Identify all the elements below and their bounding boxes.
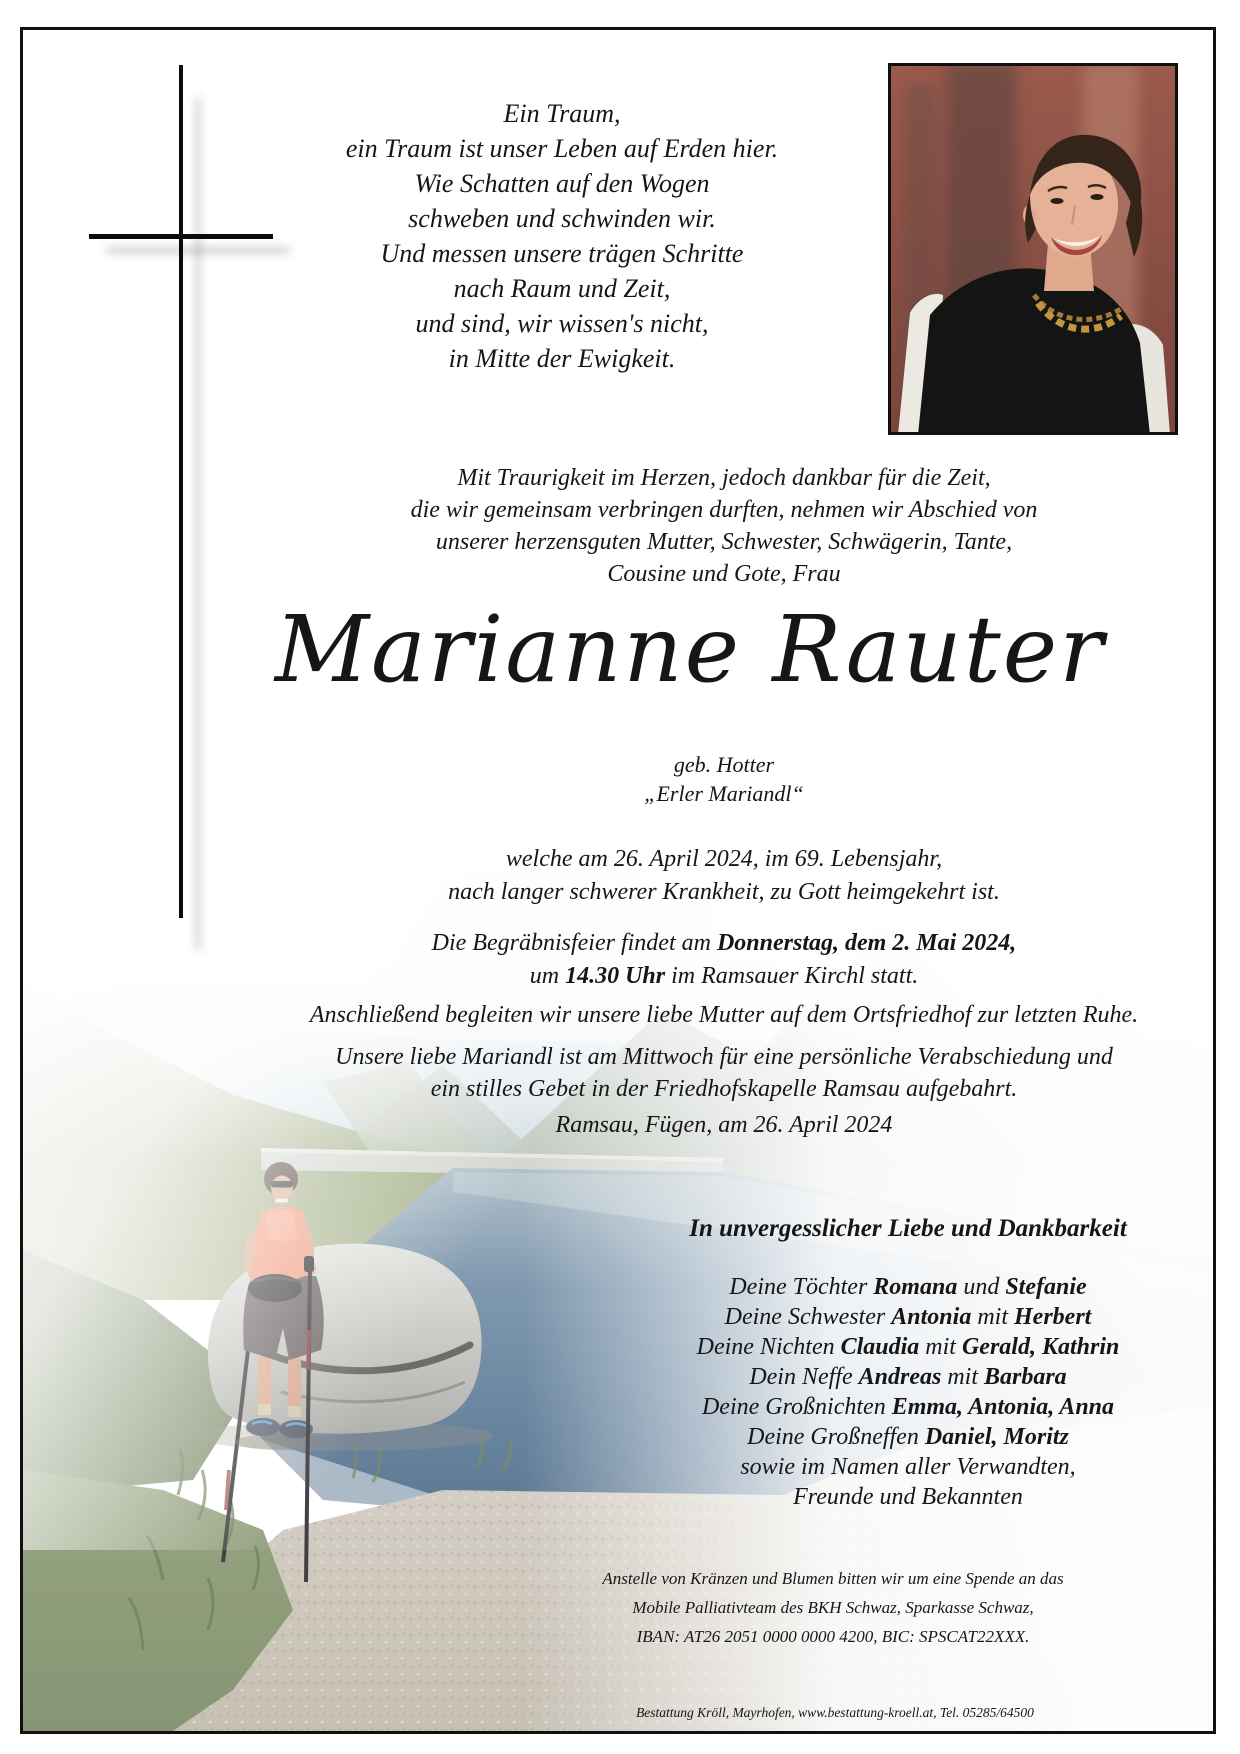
poem-line: und sind, wir wissen's nicht, xyxy=(415,309,709,338)
poem-line: Und messen unsere trägen Schritte xyxy=(380,239,744,268)
poem-line: schweben und schwinden wir. xyxy=(408,204,716,233)
mourner-line: sowie im Namen aller Verwandten, xyxy=(740,1454,1076,1480)
funeral-details xyxy=(224,927,1224,993)
poem-line: Ein Traum, xyxy=(503,99,621,128)
tribute-heading: In unvergesslicher Liebe und Dankbarkeit xyxy=(689,1215,1127,1242)
procession-text: Anschließend begleiten wir unsere liebe Mutter auf dem Ortsfriedhof zur letzten Ruhe. xyxy=(309,1002,1139,1028)
mourner-line: Freunde und Bekannten xyxy=(793,1484,1023,1510)
mourner-line: Deine Großnichten Emma, Antonia, Anna xyxy=(701,1394,1115,1420)
intro-line: Cousine und Gote, Frau xyxy=(607,561,841,587)
intro-line: unserer herzensguten Mutter, Schwester, Schwägerin, Tante, xyxy=(435,529,1013,555)
mourner-line: Deine Töchter Romana und Stefanie xyxy=(729,1274,1087,1300)
mourner-line: Deine Großneffen Daniel, Moritz xyxy=(747,1424,1069,1450)
mourner-line: Deine Nichten Claudia mit Gerald, Kathrin xyxy=(696,1334,1120,1360)
mourners-list xyxy=(608,1272,1208,1512)
birth-name: geb. Hotter xyxy=(673,752,775,777)
mourner-line: Dein Neffe Andreas mit Barbara xyxy=(749,1364,1067,1390)
passing-line: nach langer schwerer Krankheit, zu Gott heimgekehrt ist. xyxy=(448,879,1000,905)
nickname: „Erler Mariandl“ xyxy=(644,781,804,806)
laying-out-line: ein stilles Gebet in der Friedhofskapelle Ramsau aufgebahrt. xyxy=(430,1076,1018,1102)
deceased-name: Marianne Rauter xyxy=(274,596,1106,703)
funeral-line: um 14.30 Uhr im Ramsauer Kirchl statt. xyxy=(529,963,919,989)
poem-line: in Mitte der Ewigkeit. xyxy=(448,344,676,373)
mourner-line: Deine Schwester Antonia mit Herbert xyxy=(724,1304,1092,1330)
poem-line: nach Raum und Zeit, xyxy=(453,274,671,303)
poem-line: Wie Schatten auf den Wogen xyxy=(414,169,710,198)
poem xyxy=(162,96,962,376)
donation-text xyxy=(533,1564,1133,1651)
intro-line: die wir gemeinsam verbringen durften, nehmen wir Abschied von xyxy=(410,497,1038,523)
laying-out-text xyxy=(224,1041,1224,1105)
laying-out-line: Unsere liebe Mariandl ist am Mittwoch für eine persönliche Verabschiedung und xyxy=(335,1044,1113,1070)
poem-line: ein Traum ist unser Leben auf Erden hier. xyxy=(345,134,779,163)
donation-line: Mobile Palliativteam des BKH Schwaz, Sparkasse Schwaz, xyxy=(632,1598,1034,1617)
funeral-line: Die Begräbnisfeier findet am Donnerstag, dem 2. Mai 2024, xyxy=(431,930,1017,956)
donation-line: IBAN: AT26 2051 0000 0000 4200, BIC: SPSCAT22XXX. xyxy=(636,1627,1030,1646)
place-date: Ramsau, Fügen, am 26. April 2024 xyxy=(555,1112,893,1138)
passing-text xyxy=(224,843,1224,909)
intro-text xyxy=(224,462,1224,590)
footer-text: Bestattung Kröll, Mayrhofen, www.bestattung-kroell.at, Tel. 05285/64500 xyxy=(636,1705,1034,1720)
intro-line: Mit Traurigkeit im Herzen, jedoch dankbar für die Zeit, xyxy=(457,465,991,491)
donation-line: Anstelle von Kränzen und Blumen bitten wir um eine Spende an das xyxy=(602,1569,1064,1588)
passing-line: welche am 26. April 2024, im 69. Lebensjahr, xyxy=(505,846,943,872)
